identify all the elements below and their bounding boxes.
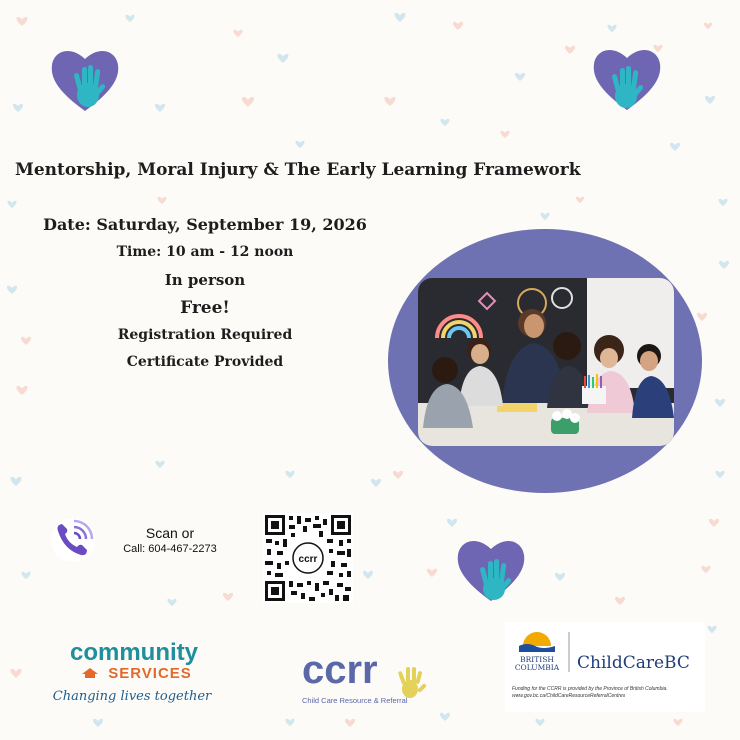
qr-center-label: ccrr	[298, 554, 318, 565]
certificate-note: Certificate Provided	[126, 354, 284, 371]
hand-heart-icon	[456, 535, 526, 605]
ccrr-logo	[300, 645, 430, 710]
hand-heart-icon	[592, 44, 662, 114]
ccrr-logo-subtitle: Child Care Resource & Referral	[302, 696, 408, 705]
scan-label: Scan or	[145, 525, 195, 541]
bc-province-line2: COLUMBIA	[514, 663, 560, 672]
community-logo-line1: community	[69, 639, 199, 666]
event-price: Free!	[180, 297, 230, 318]
sun-icon	[523, 632, 551, 646]
bc-logo-mark	[505, 622, 705, 682]
bc-program-name: ChildCareBC	[577, 653, 690, 673]
qr-code[interactable]	[263, 513, 353, 603]
community-logo-tagline: Changing lives together	[52, 689, 212, 704]
hand-heart-icon	[50, 45, 120, 115]
event-date: Date: Saturday, September 19, 2026	[43, 215, 367, 234]
community-logo-line2: SERVICES	[108, 665, 192, 682]
funding-url[interactable]: www.gov.bc.ca/ChildCareResourceReferralCentres	[512, 693, 626, 699]
phone-icon[interactable]	[50, 517, 96, 563]
community-services-logo	[52, 638, 217, 708]
funding-line1: Funding for the CCRR is provided by the Province of British Columbia.	[512, 686, 668, 692]
hand-print-icon	[398, 667, 427, 698]
bc-province-line1: BRITISH	[520, 655, 554, 664]
contact-info	[115, 525, 225, 555]
registration-note: Registration Required	[117, 327, 293, 344]
event-details	[30, 215, 380, 371]
call-number[interactable]: Call: 604-467-2273	[123, 543, 217, 555]
event-location: In person	[164, 270, 246, 289]
ccrr-logo-name: ccrr	[302, 648, 378, 692]
funding-note	[512, 686, 702, 700]
event-title: Mentorship, Moral Injury & The Early Learning Framework	[15, 160, 581, 180]
event-time: Time: 10 am - 12 noon	[116, 244, 294, 261]
house-icon	[82, 668, 98, 674]
classroom-photo	[387, 228, 703, 494]
